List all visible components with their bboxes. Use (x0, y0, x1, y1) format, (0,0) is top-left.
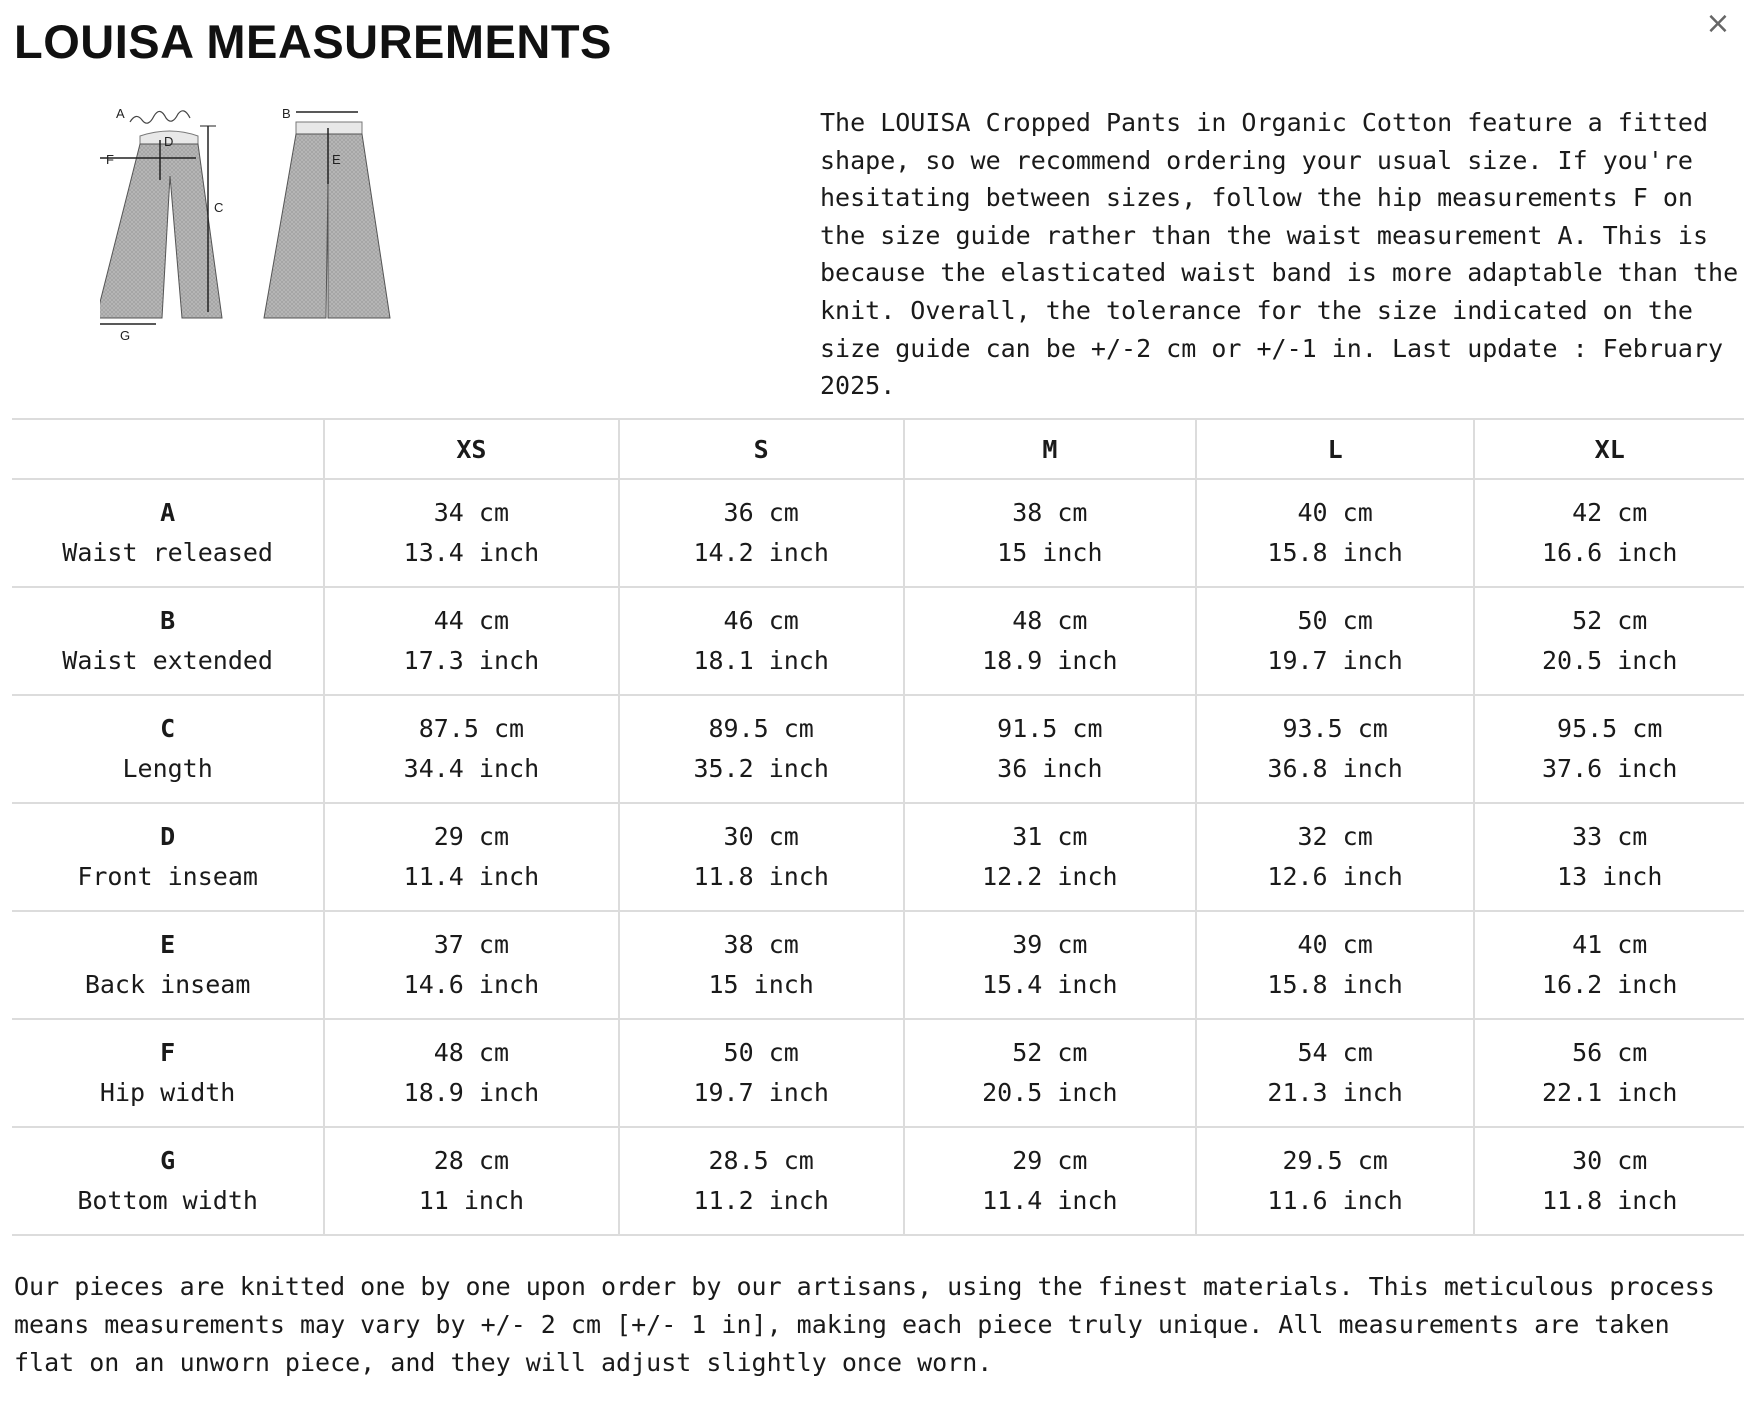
table-row (12, 911, 1744, 1019)
measurement-code: A (160, 498, 176, 527)
header-l: L (1196, 419, 1475, 479)
value-inch: 18.9 inch (403, 1078, 540, 1107)
size-table (12, 418, 1744, 1236)
header-empty (12, 419, 324, 479)
measurement-name: Hip width (99, 1078, 236, 1107)
header-s: S (619, 419, 904, 479)
value-cm: 29.5 cm (1282, 1146, 1388, 1175)
measurement-code: C (160, 714, 176, 743)
value-cm: 28 cm (433, 1146, 510, 1175)
size-value-cell (904, 1127, 1196, 1235)
size-value-cell (619, 587, 904, 695)
value-cm: 50 cm (723, 1038, 799, 1067)
table-row (12, 587, 1744, 695)
size-value-cell (324, 1127, 618, 1235)
label-e: E (332, 152, 341, 167)
size-value-cell (904, 911, 1196, 1019)
value-cm: 38 cm (1012, 498, 1088, 527)
table-row (12, 695, 1744, 803)
measurement-code: D (160, 822, 176, 851)
size-value-cell (1196, 695, 1475, 803)
table-row (12, 1019, 1744, 1127)
size-value-cell (904, 587, 1196, 695)
value-cm: 33 cm (1572, 822, 1648, 851)
size-value-cell (324, 1019, 618, 1127)
value-inch: 11.8 inch (1541, 1186, 1678, 1215)
value-cm: 36 cm (723, 498, 799, 527)
value-inch: 35.2 inch (693, 754, 829, 783)
measurement-name: Front inseam (77, 862, 258, 891)
value-cm: 39 cm (1012, 930, 1088, 959)
label-c: C (214, 200, 224, 215)
value-inch: 18.1 inch (693, 646, 829, 675)
size-value-cell (904, 1019, 1196, 1127)
value-cm: 50 cm (1297, 606, 1373, 635)
value-cm: 30 cm (723, 822, 799, 851)
value-cm: 91.5 cm (997, 714, 1103, 743)
size-value-cell (1474, 803, 1744, 911)
value-inch: 16.2 inch (1541, 970, 1678, 999)
page-title: LOUISA MEASUREMENTS (14, 15, 612, 68)
table-row (12, 803, 1744, 911)
value-cm: 93.5 cm (1282, 714, 1388, 743)
size-value-cell (619, 695, 904, 803)
value-inch: 20.5 inch (982, 1078, 1118, 1107)
value-inch: 36 inch (997, 754, 1103, 783)
size-value-cell (324, 479, 618, 587)
value-cm: 89.5 cm (708, 714, 814, 743)
value-cm: 52 cm (1012, 1038, 1088, 1067)
measurement-name: Waist extended (62, 646, 273, 675)
value-inch: 13 inch (1557, 862, 1663, 891)
size-value-cell (1474, 587, 1744, 695)
size-value-cell (619, 1019, 904, 1127)
close-icon[interactable]: × (1705, 6, 1731, 41)
measurement-code: E (160, 930, 176, 959)
header-xs: XS (324, 419, 618, 479)
value-inch: 15.8 inch (1267, 538, 1403, 567)
value-cm: 46 cm (723, 606, 799, 635)
measurement-name: Waist released (62, 538, 273, 567)
pants-diagram (100, 108, 460, 388)
size-value-cell (1474, 911, 1744, 1019)
value-inch: 11 inch (418, 1186, 525, 1215)
value-cm: 40 cm (1297, 930, 1373, 959)
value-inch: 21.3 inch (1267, 1078, 1403, 1107)
table-row (12, 1127, 1744, 1235)
value-cm: 41 cm (1572, 930, 1648, 959)
size-value-cell (1474, 479, 1744, 587)
header-m: M (904, 419, 1196, 479)
value-cm: 37 cm (433, 930, 510, 959)
value-inch: 15.8 inch (1267, 970, 1403, 999)
value-inch: 34.4 inch (403, 754, 540, 783)
value-inch: 22.1 inch (1541, 1078, 1678, 1107)
size-value-cell (1474, 695, 1744, 803)
value-inch: 11.4 inch (403, 862, 540, 891)
value-inch: 37.6 inch (1541, 754, 1678, 783)
size-value-cell (324, 587, 618, 695)
value-cm: 38 cm (723, 930, 799, 959)
value-cm: 48 cm (1012, 606, 1088, 635)
row-label-cell (12, 911, 324, 1019)
value-inch: 19.7 inch (693, 1078, 829, 1107)
value-inch: 12.6 inch (1267, 862, 1403, 891)
value-inch: 18.9 inch (982, 646, 1118, 675)
size-value-cell (1196, 803, 1475, 911)
table-row (12, 479, 1744, 587)
value-cm: 40 cm (1297, 498, 1373, 527)
size-value-cell (324, 695, 618, 803)
size-value-cell (619, 911, 904, 1019)
value-inch: 12.2 inch (982, 862, 1118, 891)
label-f: F (106, 152, 114, 167)
value-inch: 15.4 inch (982, 970, 1118, 999)
header-xl: XL (1474, 419, 1744, 479)
row-label-cell (12, 695, 324, 803)
value-cm: 87.5 cm (418, 714, 525, 743)
size-value-cell (904, 695, 1196, 803)
row-label-cell (12, 1019, 324, 1127)
measurement-code: G (160, 1146, 176, 1175)
size-value-cell (1474, 1127, 1744, 1235)
value-inch: 16.6 inch (1541, 538, 1678, 567)
value-cm: 56 cm (1572, 1038, 1648, 1067)
size-value-cell (324, 911, 618, 1019)
value-inch: 14.6 inch (403, 970, 540, 999)
value-cm: 42 cm (1572, 498, 1648, 527)
row-label-cell (12, 587, 324, 695)
value-cm: 32 cm (1297, 822, 1373, 851)
value-cm: 29 cm (433, 822, 510, 851)
value-cm: 29 cm (1012, 1146, 1088, 1175)
row-label-cell (12, 803, 324, 911)
row-label-cell (12, 479, 324, 587)
value-cm: 44 cm (433, 606, 510, 635)
row-label-cell (12, 1127, 324, 1235)
measurement-name: Back inseam (84, 970, 251, 999)
measurement-code: B (160, 606, 176, 635)
value-inch: 15 inch (708, 970, 814, 999)
size-value-cell (1196, 479, 1475, 587)
size-value-cell (1196, 1019, 1475, 1127)
measurement-name: Length (122, 754, 213, 783)
value-inch: 14.2 inch (693, 538, 829, 567)
value-cm: 54 cm (1297, 1038, 1373, 1067)
size-value-cell (1196, 1127, 1475, 1235)
size-value-cell (324, 803, 618, 911)
label-g: G (120, 328, 131, 343)
size-value-cell (904, 479, 1196, 587)
value-inch: 11.2 inch (693, 1186, 829, 1215)
value-cm: 30 cm (1572, 1146, 1648, 1175)
value-cm: 48 cm (433, 1038, 510, 1067)
size-value-cell (1196, 911, 1475, 1019)
size-value-cell (1474, 1019, 1744, 1127)
value-inch: 13.4 inch (403, 538, 540, 567)
size-value-cell (1196, 587, 1475, 695)
measurement-code: F (160, 1038, 176, 1067)
value-inch: 17.3 inch (403, 646, 540, 675)
value-inch: 11.4 inch (982, 1186, 1118, 1215)
table-header-row (12, 419, 1744, 479)
label-b: B (282, 108, 291, 121)
back-pants-shape (264, 112, 390, 318)
value-inch: 11.8 inch (693, 862, 829, 891)
measurement-name: Bottom width (77, 1186, 258, 1215)
front-pants-shape (100, 111, 222, 324)
value-inch: 36.8 inch (1267, 754, 1403, 783)
value-inch: 19.7 inch (1267, 646, 1403, 675)
label-a: A (116, 108, 125, 121)
size-value-cell (619, 479, 904, 587)
pants-measurement-illustration (100, 108, 460, 388)
size-value-cell (619, 803, 904, 911)
value-cm: 52 cm (1572, 606, 1648, 635)
label-d: D (164, 134, 174, 149)
value-cm: 31 cm (1012, 822, 1088, 851)
value-inch: 15 inch (997, 538, 1103, 567)
intro-paragraph: The LOUISA Cropped Pants in Organic Cotton feature a fitted shape, so we recommend ordering your usual size. If you're hesitating between sizes, follow the hip measurements F on the size guide rather than the waist measurement A. This is because the elasticated waist band is more adaptable than the knit. Overall, the tolerance for the size indicated on the size guide can be +/-2 cm or +/-1 in. Last update : February 2025. (820, 108, 1739, 401)
value-cm: 34 cm (433, 498, 510, 527)
value-cm: 95.5 cm (1557, 714, 1663, 743)
value-inch: 20.5 inch (1541, 646, 1678, 675)
size-value-cell (619, 1127, 904, 1235)
value-cm: 28.5 cm (708, 1146, 814, 1175)
outro-paragraph: Our pieces are knitted one by one upon order by our artisans, using the finest materials. This meticulous process means measurements may vary by +/- 2 cm [+/- 1 in], making each piece truly unique. All measurements are taken flat on an unworn piece, and they will adjust slightly once worn. (14, 1272, 1715, 1377)
value-inch: 11.6 inch (1267, 1186, 1403, 1215)
size-value-cell (904, 803, 1196, 911)
